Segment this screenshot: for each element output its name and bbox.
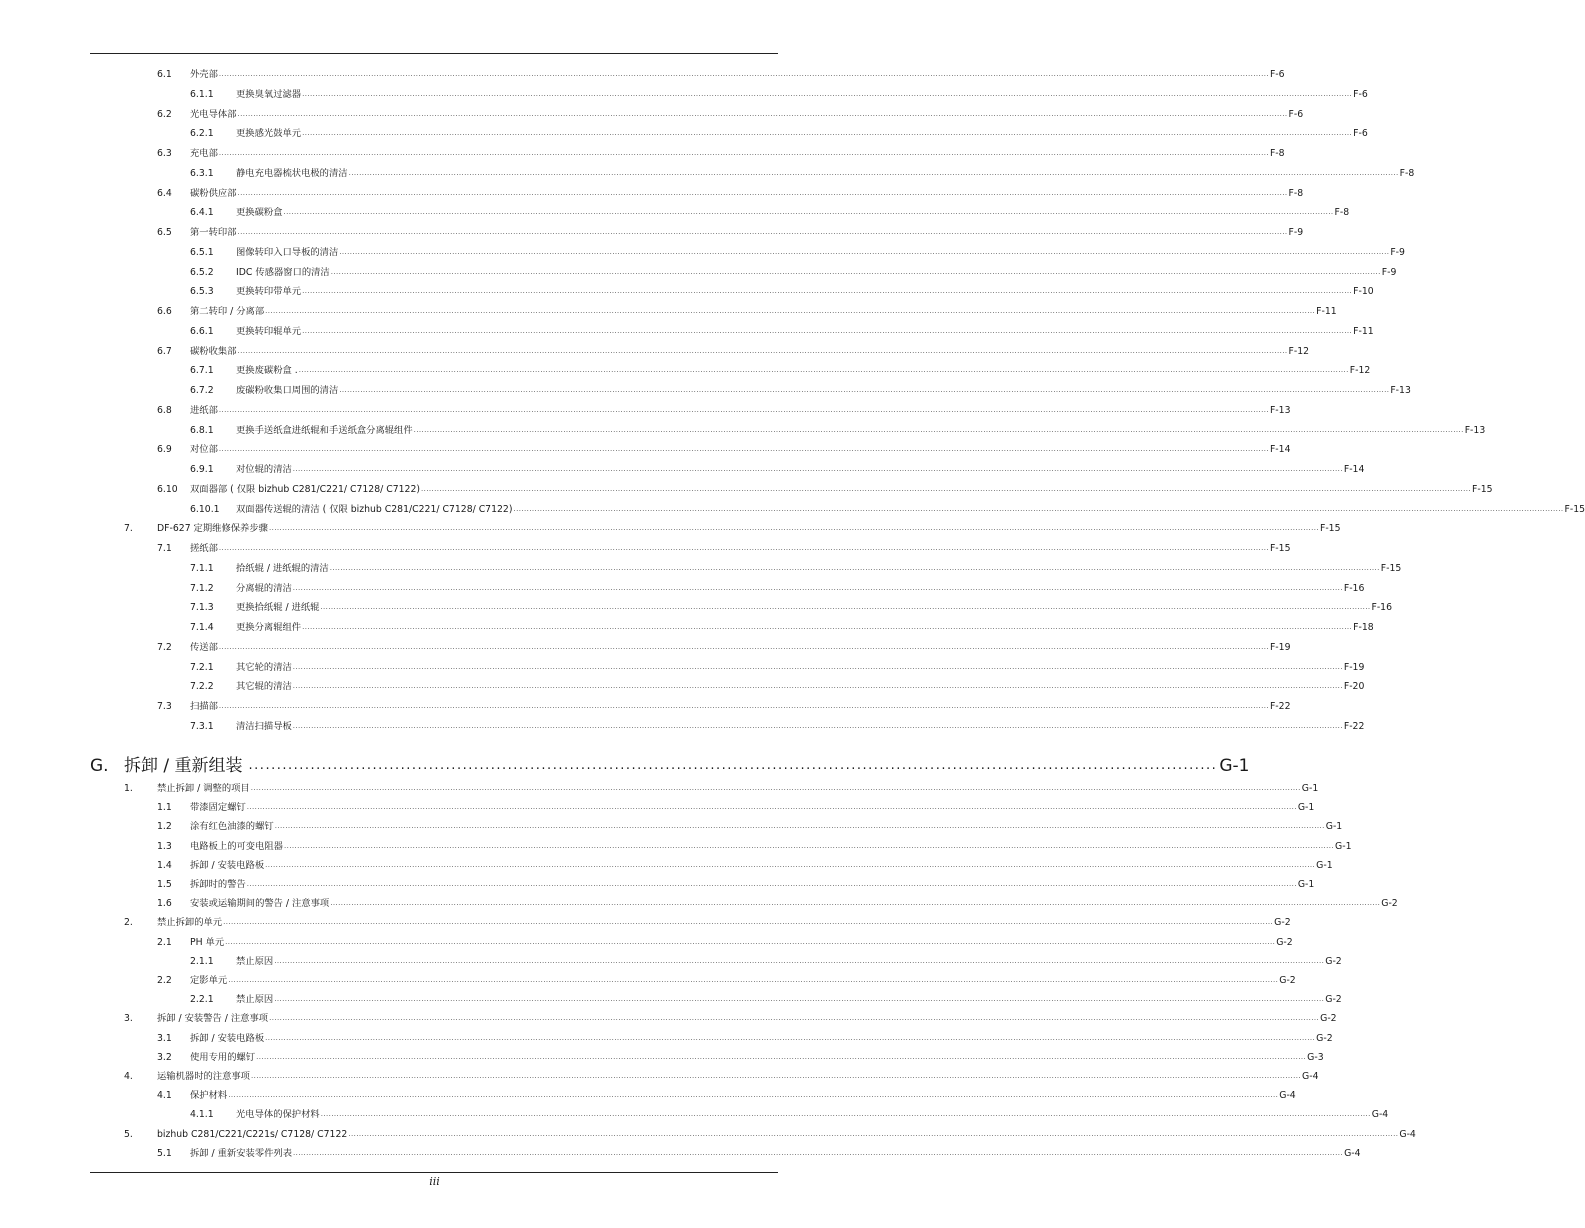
leader-dots: ................................................................................................................................................................................................................................................................................................................................................................................................................	[218, 149, 1269, 157]
toc-entry[interactable]	[236, 201, 1350, 219]
toc-entry-page: F-15	[1380, 562, 1402, 574]
toc-entry[interactable]	[190, 835, 1352, 853]
toc-entry-page: F-8	[1334, 207, 1350, 219]
toc-entry-page: F-19	[1269, 641, 1291, 653]
toc-entry-title: 外壳部	[190, 69, 218, 80]
top-rule	[90, 53, 778, 54]
toc-entry-title: 清洁扫描导板	[236, 720, 292, 732]
toc-entry[interactable]	[190, 340, 1310, 358]
toc-entry[interactable]	[190, 1046, 1324, 1064]
toc-entry[interactable]	[190, 103, 1304, 121]
toc-entry-title: 拆卸 / 重新安装零件列表	[190, 1147, 293, 1159]
page-number: iii	[429, 1175, 440, 1188]
toc-entry-page: F-13	[1390, 385, 1411, 396]
toc-entry-title: 分离辊的清洁	[236, 582, 292, 594]
toc-entry[interactable]	[236, 557, 1402, 575]
toc-entry-number: 2.1.1	[190, 955, 214, 967]
toc-entry[interactable]	[190, 1142, 1361, 1160]
toc-entry-title: 更换感光鼓单元	[236, 128, 302, 140]
toc-entry-number: 3.	[124, 1013, 133, 1025]
toc-entry-page: G-3	[1307, 1051, 1324, 1063]
leader-dots: ................................................................................................................................................................................................................................................................................................................................................................................................................	[292, 721, 1343, 730]
toc-entry-number: 6.7.2	[190, 385, 214, 396]
toc-entry-page: G-2	[1274, 917, 1291, 929]
toc-entry-title: 更换手送纸盒进纸辊和手送纸盒分离辊组件	[236, 424, 413, 436]
toc-entry[interactable]	[190, 1027, 1333, 1045]
leader-dots: ................................................................................................................................................................................................................................................................................................................................................................................................................	[292, 465, 1343, 473]
toc-entry-number: 7.1.3	[190, 602, 214, 614]
toc-entry-number: 6.7	[157, 345, 172, 357]
leader-dots: ................................................................................................................................................................................................................................................................................................................................................................................................................	[265, 1033, 1316, 1042]
toc-entry[interactable]	[190, 636, 1291, 654]
toc-entry-page: G-4	[1302, 1071, 1319, 1082]
toc-entry-number: 4.1.1	[190, 1109, 214, 1121]
leader-dots: ................................................................................................................................................................................................................................................................................................................................................................................................................	[320, 1110, 1371, 1119]
toc-entry-number: 3.1	[157, 1032, 172, 1044]
toc-entry-title: 搓纸部	[190, 543, 218, 554]
toc-entry[interactable]	[190, 182, 1304, 200]
leader-dots: ................................................................................................................................................................................................................................................................................................................................................................................................................	[330, 899, 1381, 908]
toc-entry-title: 保护材料	[190, 1090, 228, 1102]
toc-entry-title: 电路板上的可变电阻器	[190, 840, 283, 852]
leader-dots: ................................................................................................................................................................................................................................................................................................................................................................................................................	[265, 307, 1316, 315]
toc-entry-number: 6.9	[157, 444, 172, 456]
toc-entry[interactable]	[190, 1084, 1296, 1102]
toc-entry-title: DF-627 定期维修保养步骤	[157, 523, 268, 535]
toc-entry[interactable]	[190, 63, 1285, 81]
toc-entry-title: 拆卸时的警告	[190, 879, 246, 890]
toc-entry[interactable]	[236, 656, 1365, 674]
toc-entry[interactable]	[236, 616, 1374, 634]
toc-entry-page: F-12	[1288, 345, 1310, 357]
toc-entry-number: 6.10	[157, 483, 178, 495]
toc-entry-page: F-14	[1269, 444, 1291, 456]
toc-entry-title: 更换分离辊组件	[236, 622, 302, 633]
leader-dots: ................................................................................................................................................................................................................................................................................................................................................................................................................	[302, 326, 1353, 335]
toc-entry-page: G-2	[1279, 975, 1296, 986]
leader-dots: ................................................................................................................................................................................................................................................................................................................................................................................................................	[218, 544, 1269, 552]
toc-entry-title: 碳粉供应部	[190, 187, 237, 199]
toc-entry-number: 6.8.1	[190, 424, 214, 436]
toc-entry[interactable]	[190, 300, 1337, 318]
leader-dots: ................................................................................................................................................................................................................................................................................................................................................................................................................	[329, 563, 1380, 572]
toc-entry-number: 6.4	[157, 187, 172, 199]
toc-entry-page: F-20	[1343, 681, 1365, 693]
leader-dots: ................................................................................................................................................................................................................................................................................................................................................................................................................	[298, 366, 1349, 375]
toc-entry-title: 使用专用的螺钉	[190, 1051, 256, 1063]
toc-entry-page: G-1	[1316, 859, 1333, 871]
toc-entry-title: 拆卸 / 安装电路板	[190, 859, 265, 871]
toc-entry-page: F-9	[1390, 246, 1405, 258]
leader-dots: ................................................................................................................................................................................................................................................................................................................................................................................................................	[228, 976, 1279, 984]
toc-entry[interactable]	[236, 261, 1397, 279]
toc-entry-number: 7.2.1	[190, 661, 214, 673]
toc-entry[interactable]	[190, 873, 1315, 891]
leader-dots: ................................................................................................................................................................................................................................................................................................................................................................................................................	[268, 524, 1319, 533]
toc-entry-title: IDC 传感器窗口的清洁	[236, 266, 330, 278]
toc-entry-page: G-4	[1344, 1147, 1361, 1159]
toc-entry[interactable]	[236, 458, 1365, 476]
toc-entry-page: F-22	[1269, 701, 1291, 712]
toc-entry-page: F-16	[1371, 602, 1393, 614]
toc-entry-page: F-9	[1288, 227, 1304, 238]
toc-entry-title: bizhub C281/C221/C221s/ C7128/ C7122	[157, 1128, 348, 1140]
toc-entry-page: G-1	[1325, 821, 1343, 833]
toc-entry-number: 6.8	[157, 404, 172, 416]
toc-entry-title: 充电部	[190, 148, 218, 159]
leader-dots: ................................................................................................................................................................................................................................................................................................................................................................................................................	[292, 682, 1343, 691]
leader-dots: ................................................................................................................................................................................................................................................................................................................................................................................................................	[348, 168, 1399, 177]
leader-dots: ................................................................................................................................................................................................................................................................................................................................................................................................................	[256, 1052, 1307, 1061]
toc-entry-title: 更换转印带单元	[236, 286, 302, 298]
toc-entry-page: F-22	[1343, 720, 1365, 732]
toc-entry-title: 对位部	[190, 444, 218, 456]
toc-entry[interactable]	[157, 777, 1319, 795]
toc-entry-title: 双面器传送辊的清洁 ( 仅限 bizhub C281/C221/ C7128/ C7122)	[236, 503, 513, 515]
toc-entry-number: 6.7.1	[190, 365, 214, 377]
toc-entry[interactable]	[236, 675, 1365, 693]
toc-entry-number: 7.3.1	[190, 720, 214, 732]
toc-entry-page: G-2	[1320, 1013, 1337, 1025]
toc-entry-page: G-4	[1371, 1109, 1389, 1121]
toc-entry-number: 4.1	[157, 1090, 172, 1102]
toc-entry-page: G-1	[1335, 840, 1352, 852]
leader-dots: ................................................................................................................................................................................................................................................................................................................................................................................................................	[513, 504, 1564, 513]
toc-entry[interactable]	[236, 596, 1393, 614]
toc-entry-page: G-2	[1316, 1032, 1333, 1044]
toc-entry-title: 禁止原因	[236, 955, 274, 967]
toc-entry[interactable]	[190, 931, 1293, 949]
toc-entry-number: 7.2	[157, 641, 172, 653]
toc-entry-page: G-2	[1325, 994, 1342, 1006]
leader-dots: ................................................................................................................................................................................................................................................................................................................................................................................................................	[292, 662, 1343, 671]
toc-entry[interactable]	[190, 478, 1493, 496]
toc-entry-title: 涂有红色油漆的螺钉	[190, 821, 274, 833]
toc-entry-page: G-2	[1381, 898, 1398, 910]
toc-entry-number: 2.2.1	[190, 994, 214, 1006]
toc-entry-number: 6.5.2	[190, 266, 214, 278]
toc-entry[interactable]	[236, 577, 1365, 595]
toc-entry-page: F-11	[1353, 325, 1374, 337]
toc-entry-number: 6.5	[157, 227, 172, 238]
leader-dots: ................................................................................................................................................................................................................................................................................................................................................................................................................	[218, 642, 1269, 651]
toc-entry-title: PH 单元	[190, 936, 225, 948]
toc-entry-page: G-2	[1325, 955, 1342, 967]
toc-entry-number: 1.	[124, 783, 133, 794]
toc-entry[interactable]	[190, 796, 1315, 814]
toc-entry[interactable]	[236, 280, 1374, 298]
toc-entry-title: 拾纸辊 / 进纸辊的清洁	[236, 562, 329, 574]
leader-dots: ................................................................................................................................................................................................................................................................................................................................................................................................................	[339, 386, 1390, 394]
leader-dots: ................................................................................................................................................................................................................................................................................................................................................................................................................	[223, 918, 1274, 927]
leader-dots: ................................................................................................................................................................................................................................................................................................................................................................................................................	[302, 287, 1353, 296]
toc-entry-number: 6.3.1	[190, 167, 214, 179]
toc-entry[interactable]	[190, 695, 1291, 713]
leader-dots: ................................................................................................................................................................................................................................................................................................................................................................................................................	[283, 208, 1334, 217]
toc-entry-title: 运输机器时的注意事项	[157, 1071, 250, 1082]
toc-entry-page: F-8	[1399, 167, 1415, 179]
toc-entry[interactable]	[236, 162, 1415, 180]
toc-entry-page: F-16	[1343, 582, 1365, 594]
toc-entry-page: F-6	[1353, 128, 1368, 140]
toc-entry-number: 6.4.1	[190, 207, 214, 219]
toc-entry-number: 6.5.3	[190, 286, 214, 298]
leader-dots: ................................................................................................................................................................................................................................................................................................................................................................................................................	[218, 70, 1269, 78]
toc-entry-title: 光电导体的保护材料	[236, 1109, 320, 1121]
section-title: 拆卸 / 重新组装	[124, 756, 243, 776]
toc-entry-title: 碳粉收集部	[190, 345, 237, 357]
toc-entry[interactable]	[190, 142, 1285, 160]
toc-entry-number: 6.1.1	[190, 88, 214, 100]
leader-dots: ................................................................................................................................................................................................................................................................................................................................................................................................................	[218, 405, 1269, 414]
toc-entry-number: 5.1	[157, 1147, 172, 1159]
toc-entry[interactable]	[190, 854, 1333, 872]
toc-entry-number: 1.5	[157, 879, 172, 890]
toc-entry-page: F-14	[1343, 464, 1365, 475]
toc-entry-number: 6.2.1	[190, 128, 214, 140]
toc-entry-page: G-2	[1276, 936, 1293, 948]
toc-entry-page: F-15	[1564, 503, 1585, 515]
toc-entry[interactable]	[157, 1123, 1416, 1141]
leader-dots: ................................................................................................................................................................................................................................................................................................................................................................................................................	[320, 603, 1371, 612]
leader-dots: ................................................................................................................................................................................................................................................................................................................................................................................................................	[237, 346, 1288, 355]
leader-dots: ............................................................................................................................................................................	[248, 758, 1218, 773]
leader-dots: ................................................................................................................................................................................................................................................................................................................................................................................................................	[274, 822, 1325, 831]
leader-dots: ................................................................................................................................................................................................................................................................................................................................................................................................................	[218, 445, 1269, 454]
leader-dots: ................................................................................................................................................................................................................................................................................................................................................................................................................	[265, 860, 1316, 869]
toc-entry[interactable]	[190, 892, 1398, 910]
toc-entry-title: 其它辊的清洁	[236, 681, 292, 693]
toc-entry-page: G-1	[1301, 783, 1319, 794]
leader-dots: ................................................................................................................................................................................................................................................................................................................................................................................................................	[413, 425, 1464, 434]
leader-dots: ................................................................................................................................................................................................................................................................................................................................................................................................................	[237, 109, 1288, 118]
toc-entry[interactable]	[190, 815, 1343, 833]
toc-entry-page: F-11	[1316, 306, 1337, 317]
leader-dots: ................................................................................................................................................................................................................................................................................................................................................................................................................	[250, 784, 1301, 792]
toc-entry[interactable]	[157, 911, 1291, 929]
leader-dots: ................................................................................................................................................................................................................................................................................................................................................................................................................	[228, 1091, 1279, 1100]
bottom-rule	[90, 1172, 778, 1173]
toc-entry-page: F-13	[1269, 404, 1291, 416]
leader-dots: ................................................................................................................................................................................................................................................................................................................................................................................................................	[302, 89, 1353, 98]
toc-entry-number: 6.3	[157, 148, 172, 159]
toc-entry[interactable]	[157, 1007, 1337, 1025]
toc-entry-page: F-13	[1464, 424, 1486, 436]
toc-entry-number: 7.1.2	[190, 582, 214, 594]
leader-dots: ................................................................................................................................................................................................................................................................................................................................................................................................................	[274, 956, 1325, 965]
toc-entry-number: 7.3	[157, 701, 172, 712]
toc-entry-page: G-1	[1297, 879, 1315, 890]
toc-entry-page: G-1	[1297, 802, 1315, 814]
toc-entry-page: G-4	[1279, 1090, 1296, 1102]
toc-entry-number: 5.	[124, 1128, 133, 1140]
toc-entry[interactable]	[157, 1065, 1319, 1083]
leader-dots: ................................................................................................................................................................................................................................................................................................................................................................................................................	[302, 129, 1353, 138]
leader-dots: ................................................................................................................................................................................................................................................................................................................................................................................................................	[348, 1129, 1399, 1138]
toc-entry-page: F-6	[1269, 69, 1285, 80]
toc-entry-page: F-9	[1381, 266, 1397, 278]
toc-entry-title: 安装或运输期间的警告 / 注意事项	[190, 898, 330, 910]
toc-entry-title: 第一转印部	[190, 227, 237, 238]
leader-dots: ................................................................................................................................................................................................................................................................................................................................................................................................................	[237, 188, 1288, 197]
toc-entry[interactable]	[236, 1103, 1389, 1121]
toc-entry-title: 更换拾纸辊 / 进纸辊	[236, 602, 320, 614]
toc-entry-title: 对位辊的清洁	[236, 464, 292, 475]
toc-entry[interactable]	[157, 517, 1341, 535]
toc-entry[interactable]	[236, 379, 1411, 397]
toc-entry-number: 7.2.2	[190, 681, 214, 693]
toc-entry[interactable]	[236, 498, 1585, 516]
toc-entry-page: F-8	[1288, 187, 1304, 199]
toc-entry-number: 6.1	[157, 69, 172, 80]
toc-entry[interactable]	[236, 359, 1371, 377]
leader-dots: ................................................................................................................................................................................................................................................................................................................................................................................................................	[246, 880, 1297, 888]
toc-entry-number: 7.1.1	[190, 562, 214, 574]
toc-section-g-heading[interactable]	[90, 752, 1250, 776]
toc-entry-title: 静电充电器梳状电极的清洁	[236, 167, 348, 179]
toc-entry-number: 1.3	[157, 840, 172, 852]
toc-entry[interactable]	[236, 122, 1368, 140]
section-letter: G.	[90, 756, 109, 776]
leader-dots: ................................................................................................................................................................................................................................................................................................................................................................................................................	[237, 228, 1288, 236]
leader-dots: ................................................................................................................................................................................................................................................................................................................................................................................................................	[269, 1014, 1320, 1023]
toc-entry-title: 图像转印入口导板的清洁	[236, 246, 339, 258]
toc-entry[interactable]	[190, 221, 1304, 239]
leader-dots: ................................................................................................................................................................................................................................................................................................................................................................................................................	[330, 267, 1381, 276]
toc-entry-number: 1.2	[157, 821, 172, 833]
toc-entry[interactable]	[236, 83, 1368, 101]
toc-entry[interactable]	[190, 969, 1296, 987]
toc-entry-title: 第二转印 / 分离部	[190, 306, 265, 317]
leader-dots: ................................................................................................................................................................................................................................................................................................................................................................................................................	[274, 995, 1325, 1004]
toc-entry[interactable]	[190, 537, 1291, 555]
toc-entry-title: 更换废碳粉盒 .	[236, 365, 298, 377]
toc-entry-number: 2.1	[157, 936, 172, 948]
toc-entry-title: 更换转印辊单元	[236, 325, 302, 337]
toc-entry[interactable]	[190, 399, 1291, 417]
leader-dots: ................................................................................................................................................................................................................................................................................................................................................................................................................	[339, 247, 1390, 256]
toc-entry-title: 带漆固定螺钉	[190, 802, 246, 814]
toc-entry[interactable]	[236, 419, 1486, 437]
toc-entry[interactable]	[236, 950, 1342, 968]
toc-entry-title: 拆卸 / 安装电路板	[190, 1032, 265, 1044]
toc-entry-title: 禁止拆卸 / 调整的项目	[157, 783, 250, 794]
toc-entry-title: 禁止拆卸的单元	[157, 917, 223, 929]
toc-entry[interactable]	[236, 320, 1374, 338]
toc-entry-title: 拆卸 / 安装警告 / 注意事项	[157, 1013, 269, 1025]
leader-dots: ................................................................................................................................................................................................................................................................................................................................................................................................................	[246, 803, 1297, 812]
toc-entry-number: 1.6	[157, 898, 172, 910]
toc-entry-number: 6.9.1	[190, 464, 214, 475]
leader-dots: ................................................................................................................................................................................................................................................................................................................................................................................................................	[302, 623, 1353, 631]
toc-entry-page: F-8	[1269, 148, 1285, 159]
toc-entry[interactable]	[236, 241, 1405, 259]
toc-entry-title: 禁止原因	[236, 994, 274, 1006]
toc-entry-title: 废碳粉收集口周围的清洁	[236, 385, 339, 396]
toc-entry-number: 2.	[124, 917, 133, 929]
toc-entry-title: 双面器部 ( 仅限 bizhub C281/C221/ C7128/ C7122)	[190, 483, 420, 495]
leader-dots: ................................................................................................................................................................................................................................................................................................................................................................................................................	[225, 937, 1276, 946]
toc-entry-title: 传送部	[190, 641, 218, 653]
toc-entry-number: 1.4	[157, 859, 172, 871]
toc-entry-number: 7.1.4	[190, 622, 214, 633]
toc-entry-number: 3.2	[157, 1051, 172, 1063]
toc-entry-page: F-6	[1288, 108, 1304, 120]
toc-entry[interactable]	[236, 715, 1365, 733]
toc-entry-number: 1.1	[157, 802, 172, 814]
toc-entry-number: 6.10.1	[190, 503, 220, 515]
toc-entry-page: F-15	[1319, 523, 1341, 535]
toc-entry-title: 其它轮的清洁	[236, 661, 292, 673]
toc-entry-title: 定影单元	[190, 975, 228, 986]
toc-entry-number: 6.2	[157, 108, 172, 120]
toc-entry-number: 7.	[124, 523, 133, 535]
toc-entry-page: G-4	[1399, 1128, 1416, 1140]
leader-dots: ................................................................................................................................................................................................................................................................................................................................................................................................................	[218, 702, 1269, 710]
leader-dots: ................................................................................................................................................................................................................................................................................................................................................................................................................	[293, 1148, 1344, 1157]
toc-entry-page: F-6	[1353, 88, 1368, 100]
toc-entry[interactable]	[190, 438, 1291, 456]
leader-dots: ................................................................................................................................................................................................................................................................................................................................................................................................................	[292, 583, 1343, 592]
toc-entry-title: 更换臭氧过滤器	[236, 88, 302, 100]
toc-entry-page: F-10	[1353, 286, 1374, 298]
toc-entry-number: 4.	[124, 1071, 133, 1082]
leader-dots: ................................................................................................................................................................................................................................................................................................................................................................................................................	[421, 484, 1472, 493]
toc-entry-number: 2.2	[157, 975, 172, 986]
toc-entry-title: 扫描部	[190, 701, 218, 712]
toc-entry-page: F-15	[1472, 483, 1493, 495]
toc-entry-number: 6.6	[157, 306, 172, 317]
toc-entry-page: F-15	[1269, 543, 1291, 554]
toc-entry-number: 7.1	[157, 543, 172, 554]
leader-dots: ................................................................................................................................................................................................................................................................................................................................................................................................................	[250, 1072, 1302, 1080]
section-page: G-1	[1219, 756, 1250, 776]
toc-entry[interactable]	[236, 988, 1342, 1006]
toc-entry-page: F-19	[1343, 661, 1365, 673]
toc-entry-title: 更换碳粉盒	[236, 207, 283, 219]
toc-entry-number: 6.5.1	[190, 246, 214, 258]
toc-entry-title: 进纸部	[190, 404, 218, 416]
toc-entry-title: 光电导体部	[190, 108, 237, 120]
toc-entry-number: 6.6.1	[190, 325, 214, 337]
toc-entry-page: F-18	[1353, 622, 1374, 633]
leader-dots: ................................................................................................................................................................................................................................................................................................................................................................................................................	[283, 841, 1335, 850]
toc-entry-page: F-12	[1349, 365, 1371, 377]
